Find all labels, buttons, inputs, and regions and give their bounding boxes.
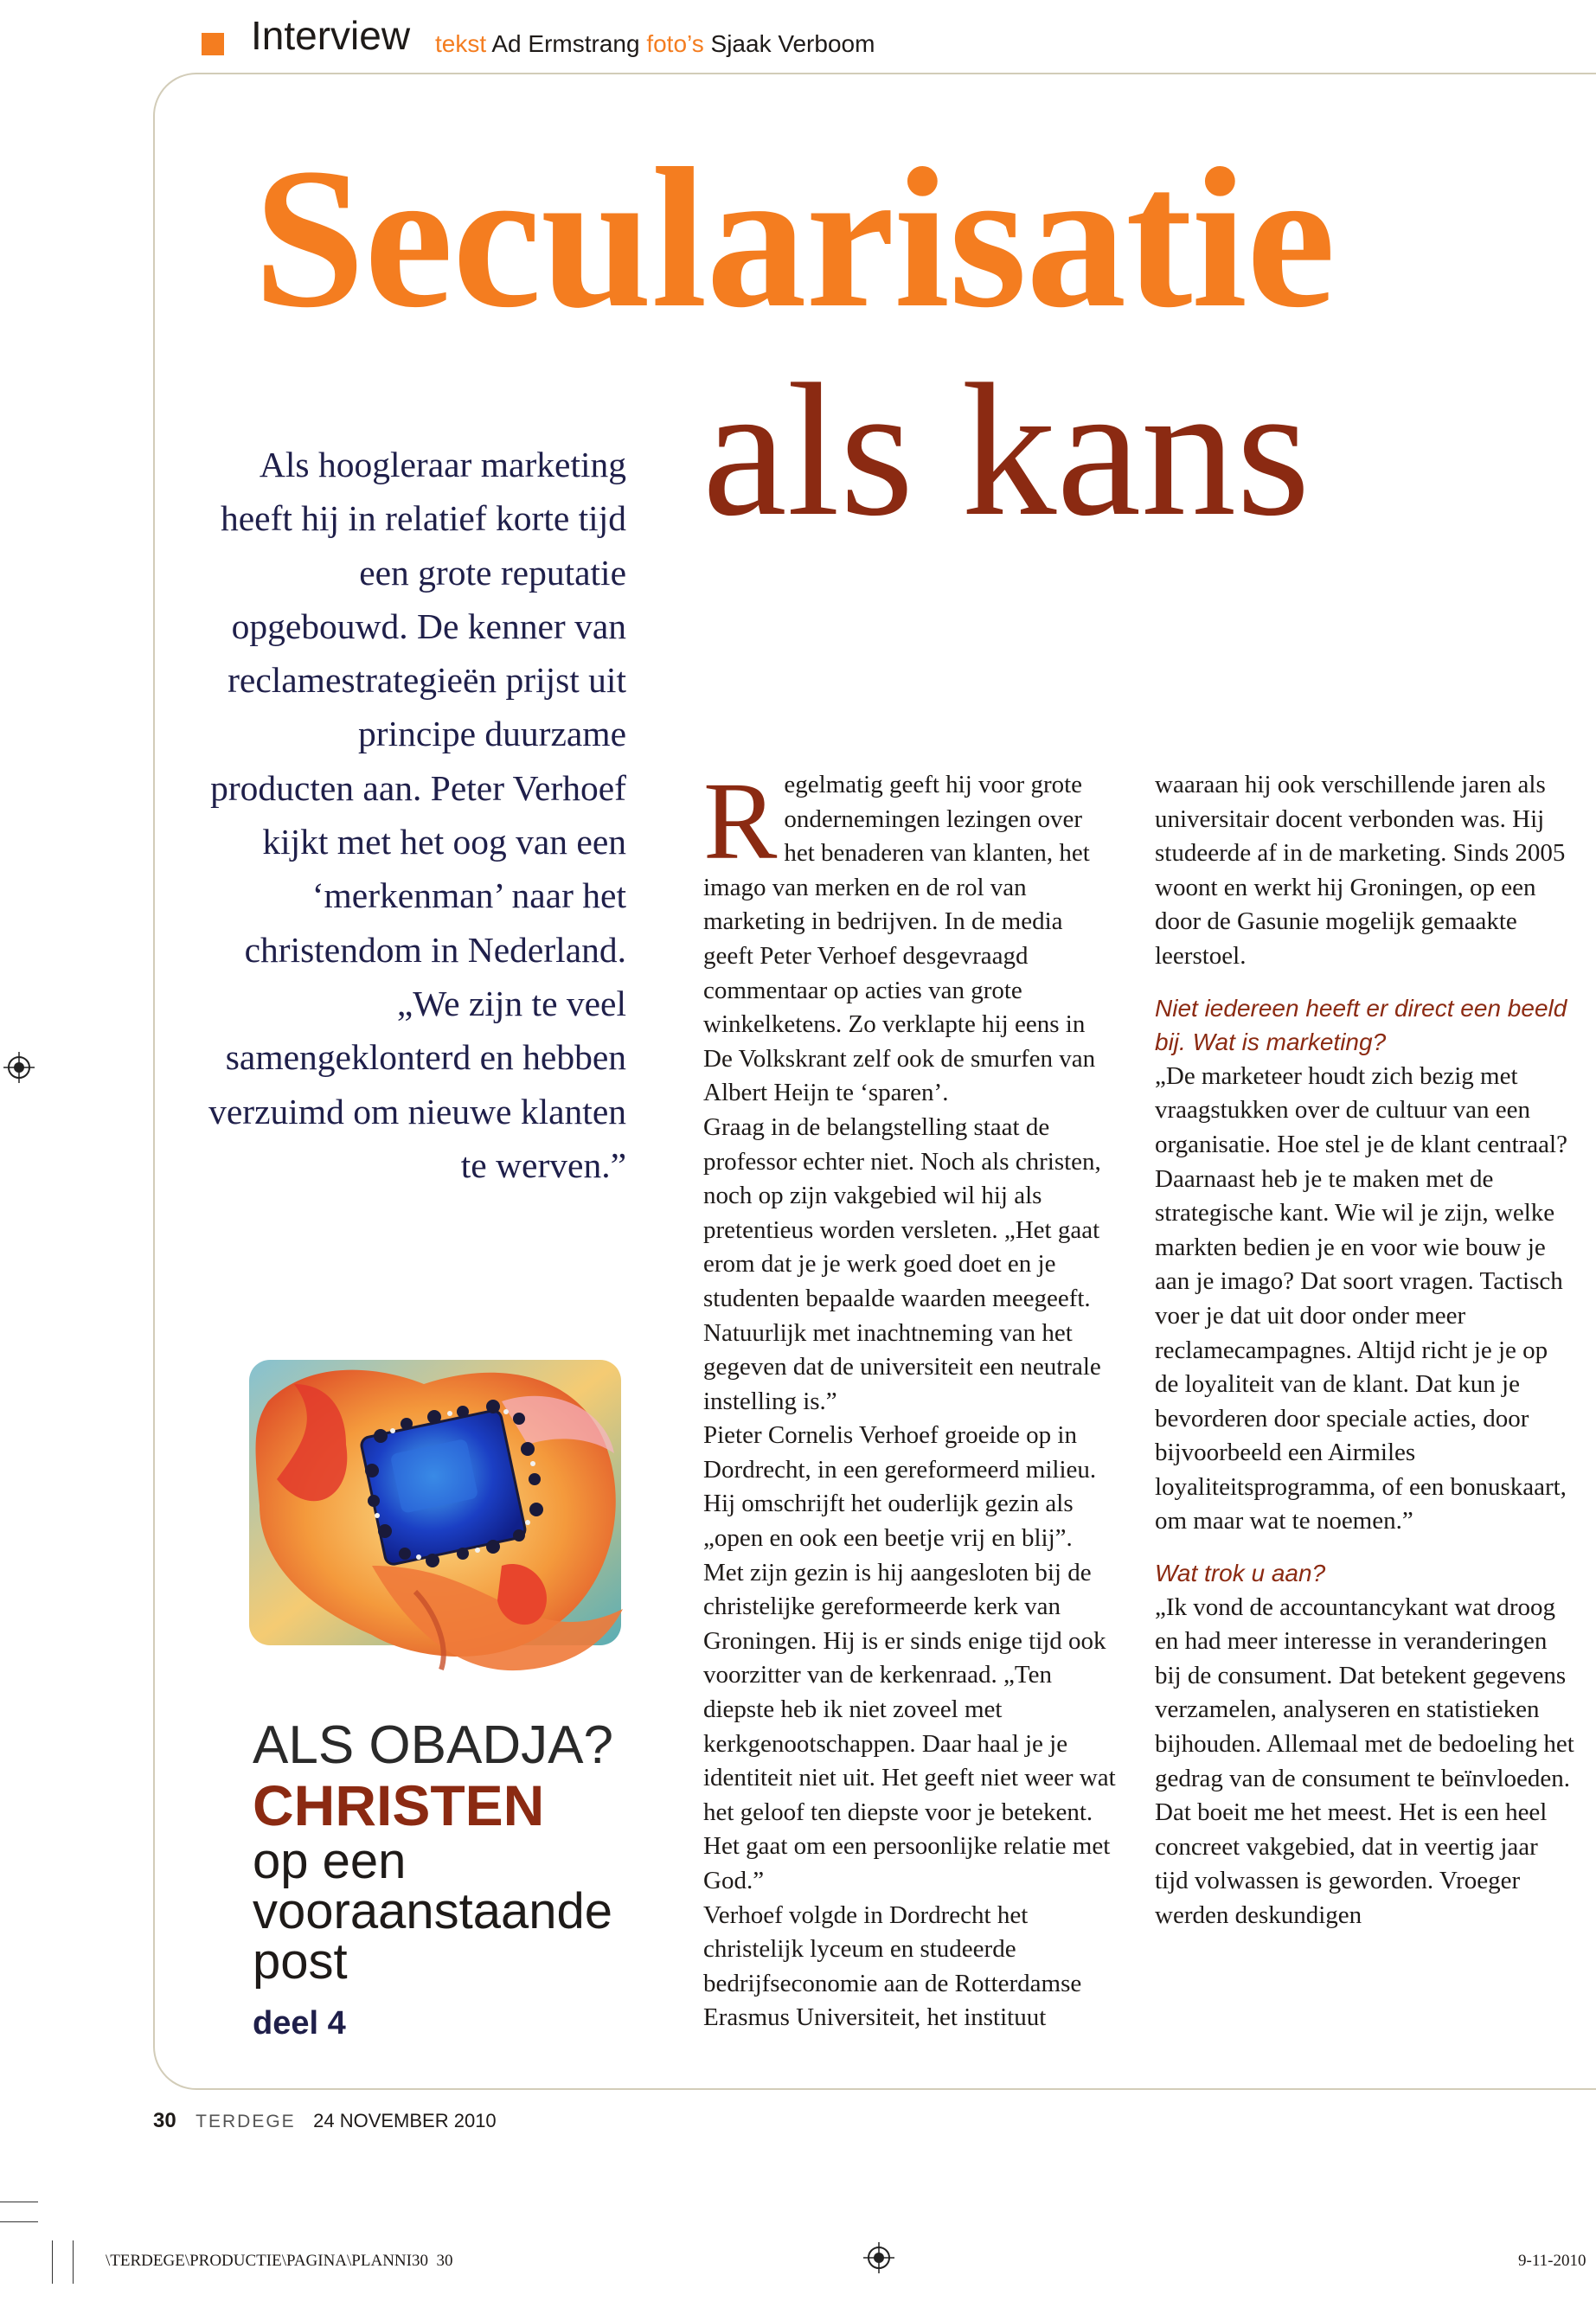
series-kicker: ALS OBADJA? <box>253 1715 613 1775</box>
credits <box>435 30 875 58</box>
article-paragraph: waaraan hij ook verschillende jaren als universitair docent verbonden was. Hij studeerde af in de marketing. Sinds 2005 woont en werkt hij Groningen, op een door de Gasunie mogelijk gemaakte leerstoel. <box>1155 771 1566 970</box>
drop-cap: R <box>703 760 778 882</box>
article-column-2 <box>1155 768 1577 1933</box>
page-number: 30 <box>153 2109 176 2132</box>
series-title: CHRISTEN <box>253 1773 545 1837</box>
page-footer <box>153 2109 497 2133</box>
article-column-1 <box>703 760 1118 2035</box>
magazine-name: TERDEGE <box>195 2112 296 2131</box>
section-marker-square <box>202 33 224 55</box>
slug-page: 30 <box>436 2252 453 2270</box>
registration-mark-icon <box>3 1052 35 1083</box>
crop-mark <box>73 2240 74 2284</box>
article-paragraph: Verhoef volgde in Dordrecht het christelijk lyceum en studeerde bedrijfseconomie aan de Rotterdamse Erasmus Universiteit, het instituut <box>703 1900 1082 2032</box>
interview-question: Niet iedereen heeft er direct een beeld bij. Wat is marketing? <box>1155 994 1567 1056</box>
series-subtitle: op een vooraanstaande post <box>253 1833 612 1990</box>
text-credit-label: tekst <box>435 30 487 57</box>
interview-answer: „Ik vond de accountancykant wat droog en had meer interesse in veranderingen bij de consument. Dat betekent gegevens verzamelen, analyseren en statistieken bijhouden. Allemaal met de bedoeling het gedrag van de consument te beïnvloeden. Dat boeit me het meest. Het is een heel concreet vakgebied, dat in veertig jaar tijd volwassen is geworden. Vroeger werden deskundigen <box>1155 1593 1574 1929</box>
interview-question: Wat trok u aan? <box>1155 1560 1326 1587</box>
article-paragraph: Pieter Cornelis Verhoef groeide op in Dordrecht, in een gereformeerd milieu. Hij omschrijft het ouderlijk gezin als „open en ook een beetje vrij en blij”. Met zijn gezin is hij aangesloten bij de christelijke gereformeerde kerk van Groningen. Hij is er sinds enige tijd ook voorzitter van de kerkenraad. „Ten diepste heb ik niet zoveel met kerkgenootschappen. Daar haal je je identiteit niet uit. Het geeft niet weer wat het geloof ten diepste voor je betekent. Het gaat om een persoonlijke relatie met God.” <box>703 1421 1116 1894</box>
headline-line-2: als kans <box>702 344 1311 555</box>
intro-text: Als hoogleraar marketing heeft hij in relatief korte tijd een grote reputatie opgebouwd. De kenner van reclamestrategieën prijst uit principe duurzame producten aan. Peter Verhoef kijkt met het oog van een ‘merkenman’ naar het christendom in Nederland. „We zijn te veel samengeklonterd en hebben verzuimd om nieuwe klanten te werven.” <box>208 445 626 1185</box>
slug-line <box>106 2252 452 2271</box>
slug-date: 9-11-2010 <box>1518 2252 1586 2270</box>
article-paragraph: egelmatig geeft hij voor grote ondernemingen lezingen over het benaderen van klanten, het imago van merken en de rol van marketing in bedrijven. In de media geeft Peter Verhoef desgevraagd commentaar op acties van grote winkelketens. Zo verklapte hij eens in De Volkskrant zelf ook de smurfen van Albert Heijn te ‘sparen’. <box>703 771 1096 1107</box>
section-label: Interview <box>251 13 411 58</box>
crop-mark <box>52 2240 53 2284</box>
crop-mark <box>0 2221 38 2222</box>
abstract-painting-illustration <box>242 1349 640 1687</box>
photographer-name: Sjaak Verboom <box>710 30 875 57</box>
article-paragraph: Graag in de belangstelling staat de professor echter niet. Noch als christen, noch op zijn vakgebied wil hij als pretentieus worden versleten. „Het gaat erom dat je je werk goed doet en je studenten bepaalde waarden meegeeft. Natuurlijk met inachtneming van het gegeven dat de universiteit een neutrale instelling is.” <box>703 1112 1101 1415</box>
registration-mark-icon <box>863 2242 894 2273</box>
interview-answer: „De marketeer houdt zich bezig met vraagstukken over de cultuur van een organisatie. Hoe stel je de klant centraal? Daarnaast heb je te maken met de strategische kant. Wie wil je zijn, welke markten bedien je en voor wie bouw je aan je imago? Dat soort vragen. Tactisch voer je dat uit door onder meer reclamecampagnes. Altijd richt je je op de loyaliteit van de klant. Dat kun je bevorderen door speciale acties, door bijvoorbeeld een Airmiles loyaliteitsprogramma, of een bonuskaart, om maar wat te noemen.” <box>1155 1061 1567 1535</box>
series-box <box>253 1717 651 2044</box>
headline-line-1: Secularisatie <box>253 127 1335 349</box>
slug-path: \TERDEGE\PRODUCTIE\PAGINA\PLANNI30 <box>106 2252 428 2270</box>
author-name: Ad Ermstrang <box>491 30 640 57</box>
photo-credit-label: foto’s <box>646 30 704 57</box>
issue-date: 24 NOVEMBER 2010 <box>313 2110 497 2131</box>
series-part: deel 4 <box>253 2005 346 2041</box>
